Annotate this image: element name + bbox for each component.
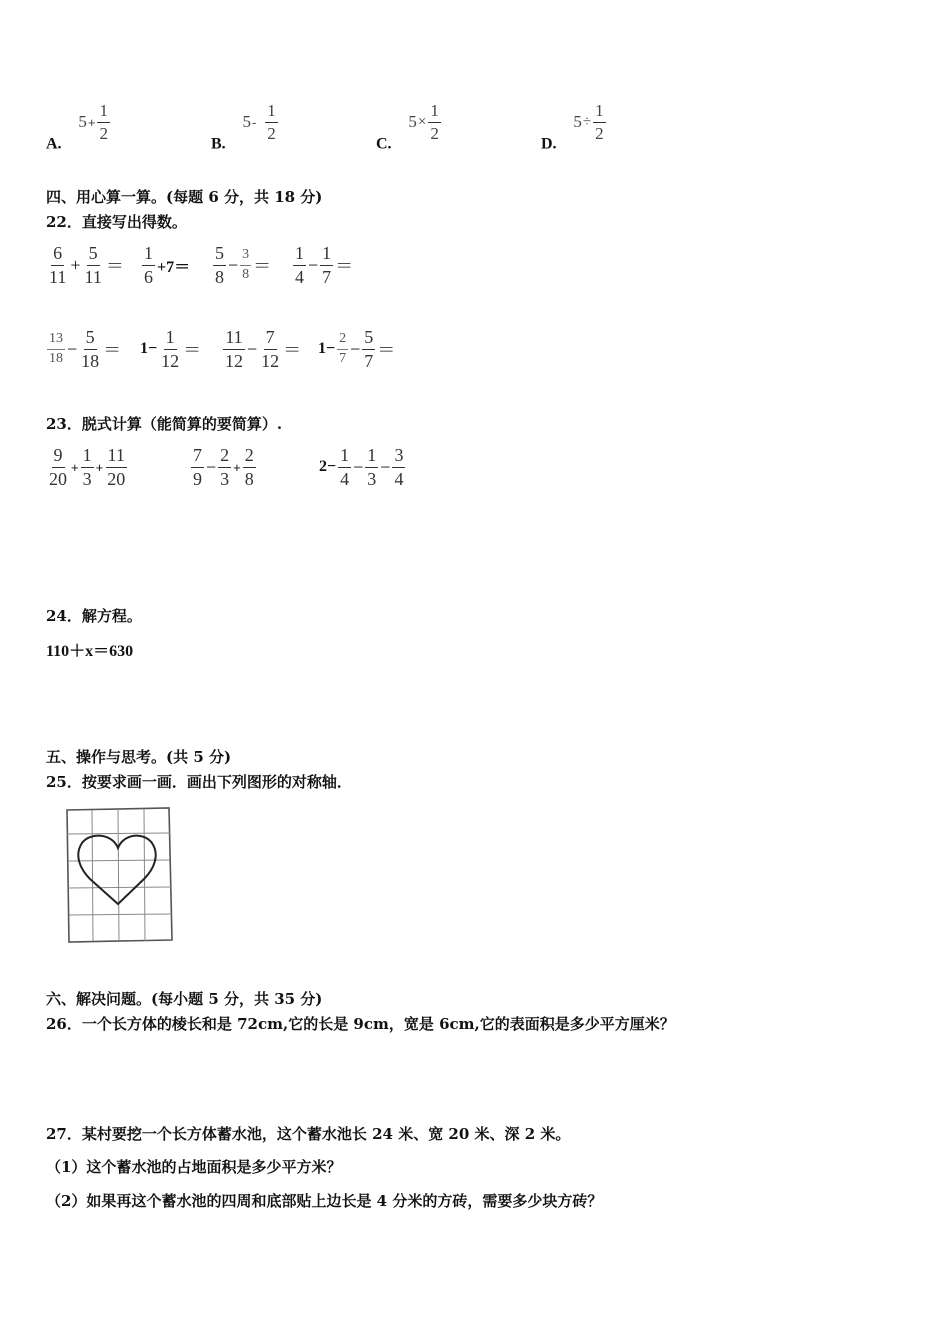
fraction: $\frac{2}{7}$	[339, 331, 347, 366]
equals: ＝	[335, 256, 354, 277]
fraction: $\frac{13}{18}$	[49, 331, 63, 366]
equals: ＝	[105, 256, 124, 277]
choice-fraction: $\frac{1}{2}$	[595, 101, 604, 143]
fraction: $\frac{3}{4}$	[394, 445, 404, 489]
choice-operator: +	[87, 114, 96, 130]
choice-whole: 5	[242, 112, 251, 132]
choice-operator: ×	[417, 113, 427, 130]
equals: ＝	[377, 340, 396, 361]
fraction: $\frac{5}{11}$	[84, 243, 102, 287]
q22-row2-expr4	[317, 328, 396, 371]
grid-border	[67, 808, 172, 942]
q26-text: 26．一个长方体的棱长和是 72cm,它的长是 9cm，宽是 6cm,它的表面积是多少平方厘米？	[46, 1015, 675, 1033]
q22-title: 22．直接写出得数。	[46, 213, 187, 231]
section-5-title: 五、操作与思考。(共 5 分)	[46, 748, 232, 766]
choice-letter: A.	[46, 135, 62, 153]
choice-fraction: $\frac{1}{2}$	[267, 101, 276, 143]
fraction: $\frac{1}{3}$	[82, 445, 92, 489]
fraction: $\frac{1}{4}$	[295, 243, 304, 287]
equals: ＝	[253, 256, 272, 277]
operator: −	[228, 254, 239, 275]
fraction: $\frac{6}{11}$	[49, 243, 67, 287]
choice-fraction: $\frac{1}{2}$	[430, 101, 439, 143]
choice-letter: B.	[211, 135, 226, 153]
equals: ＝	[183, 340, 202, 361]
fraction: $\frac{11}{12}$	[225, 327, 243, 371]
operator: −	[308, 254, 319, 275]
choice-a	[46, 102, 111, 153]
expression-tail: +7＝	[157, 258, 191, 276]
choice-b	[211, 102, 279, 153]
operator: +	[233, 459, 241, 475]
q23-expr2	[190, 446, 257, 489]
operator: +	[71, 459, 79, 475]
fraction: $\frac{5}{18}$	[81, 327, 100, 371]
q24-equation: 110＋x＝630	[46, 643, 134, 660]
q23-expr1	[46, 446, 128, 489]
fraction: $\frac{7}{12}$	[261, 327, 280, 371]
fraction: $\frac{3}{8}$	[242, 247, 250, 282]
fraction: $\frac{5}{7}$	[364, 327, 374, 371]
operator: +	[95, 459, 104, 475]
section-4-title: 四、用心算一算。(每题 6 分，共 18 分)	[46, 188, 323, 206]
fraction: $\frac{5}{8}$	[215, 243, 224, 287]
choice-fraction: $\frac{1}{2}$	[99, 101, 108, 143]
q25-title: 25．按要求画一画．画出下列图形的对称轴．	[46, 773, 352, 791]
q27-text: 27．某村要挖一个长方体蓄水池，这个蓄水池长 24 米、宽 20 米、深 2 米。	[46, 1125, 571, 1143]
choice-operator: ÷	[582, 113, 592, 130]
fraction: $\frac{11}{20}$	[107, 445, 126, 489]
fraction: $\frac{1}{3}$	[367, 445, 377, 489]
operator: −	[353, 456, 364, 477]
q22-row2-expr2	[139, 328, 202, 371]
equals: ＝	[283, 340, 302, 361]
heart-grid-figure	[60, 805, 180, 947]
choice-whole: 5	[573, 112, 582, 132]
fraction: $\frac{7}{9}$	[193, 445, 202, 489]
q22-row1-expr3	[212, 244, 272, 287]
q24-title: 24．解方程。	[46, 607, 142, 625]
choice-whole: 5	[408, 112, 417, 132]
fraction: $\frac{1}{12}$	[161, 327, 180, 371]
equals: ＝	[103, 340, 122, 361]
fraction: $\frac{2}{8}$	[244, 445, 254, 489]
choice-operator: -	[251, 114, 257, 130]
choice-d	[541, 102, 607, 153]
q22-row1-expr2	[141, 244, 191, 287]
q22-row2-expr3	[222, 328, 302, 371]
expression-lead: 1−	[140, 340, 158, 358]
operator: −	[247, 338, 258, 359]
operator: −	[350, 338, 361, 359]
operator: −	[206, 456, 217, 477]
q22-row1-expr1	[46, 244, 125, 287]
choice-c	[376, 102, 442, 153]
fraction: $\frac{2}{3}$	[220, 445, 230, 489]
fraction: $\frac{1}{7}$	[322, 243, 332, 287]
fraction: $\frac{9}{20}$	[49, 445, 67, 489]
choice-whole: 5	[78, 112, 87, 132]
q22-row1-expr4	[292, 244, 354, 287]
operator: +	[70, 254, 81, 275]
operator: −	[67, 338, 78, 359]
choice-letter: C.	[376, 135, 392, 153]
q22-row2-expr1	[46, 328, 122, 371]
fraction: $\frac{1}{6}$	[144, 243, 153, 287]
q27-sub1: （1）这个蓄水池的占地面积是多少平方米？	[46, 1158, 342, 1176]
operator: −	[380, 456, 391, 477]
section-6-title: 六、解决问题。(每小题 5 分，共 35 分)	[46, 990, 323, 1008]
choice-letter: D.	[541, 135, 557, 153]
q23-title: 23．脱式计算（能简算的要简算）.	[46, 415, 283, 433]
fraction: $\frac{1}{4}$	[340, 445, 350, 489]
expression-lead: 2−	[319, 458, 337, 476]
expression-lead: 1−	[318, 340, 336, 358]
grid-lines	[67, 809, 172, 941]
q23-expr3	[318, 446, 406, 489]
q27-sub2: （2）如果再这个蓄水池的四周和底部贴上边长是 4 分米的方砖，需要多少块方砖？	[46, 1192, 603, 1210]
